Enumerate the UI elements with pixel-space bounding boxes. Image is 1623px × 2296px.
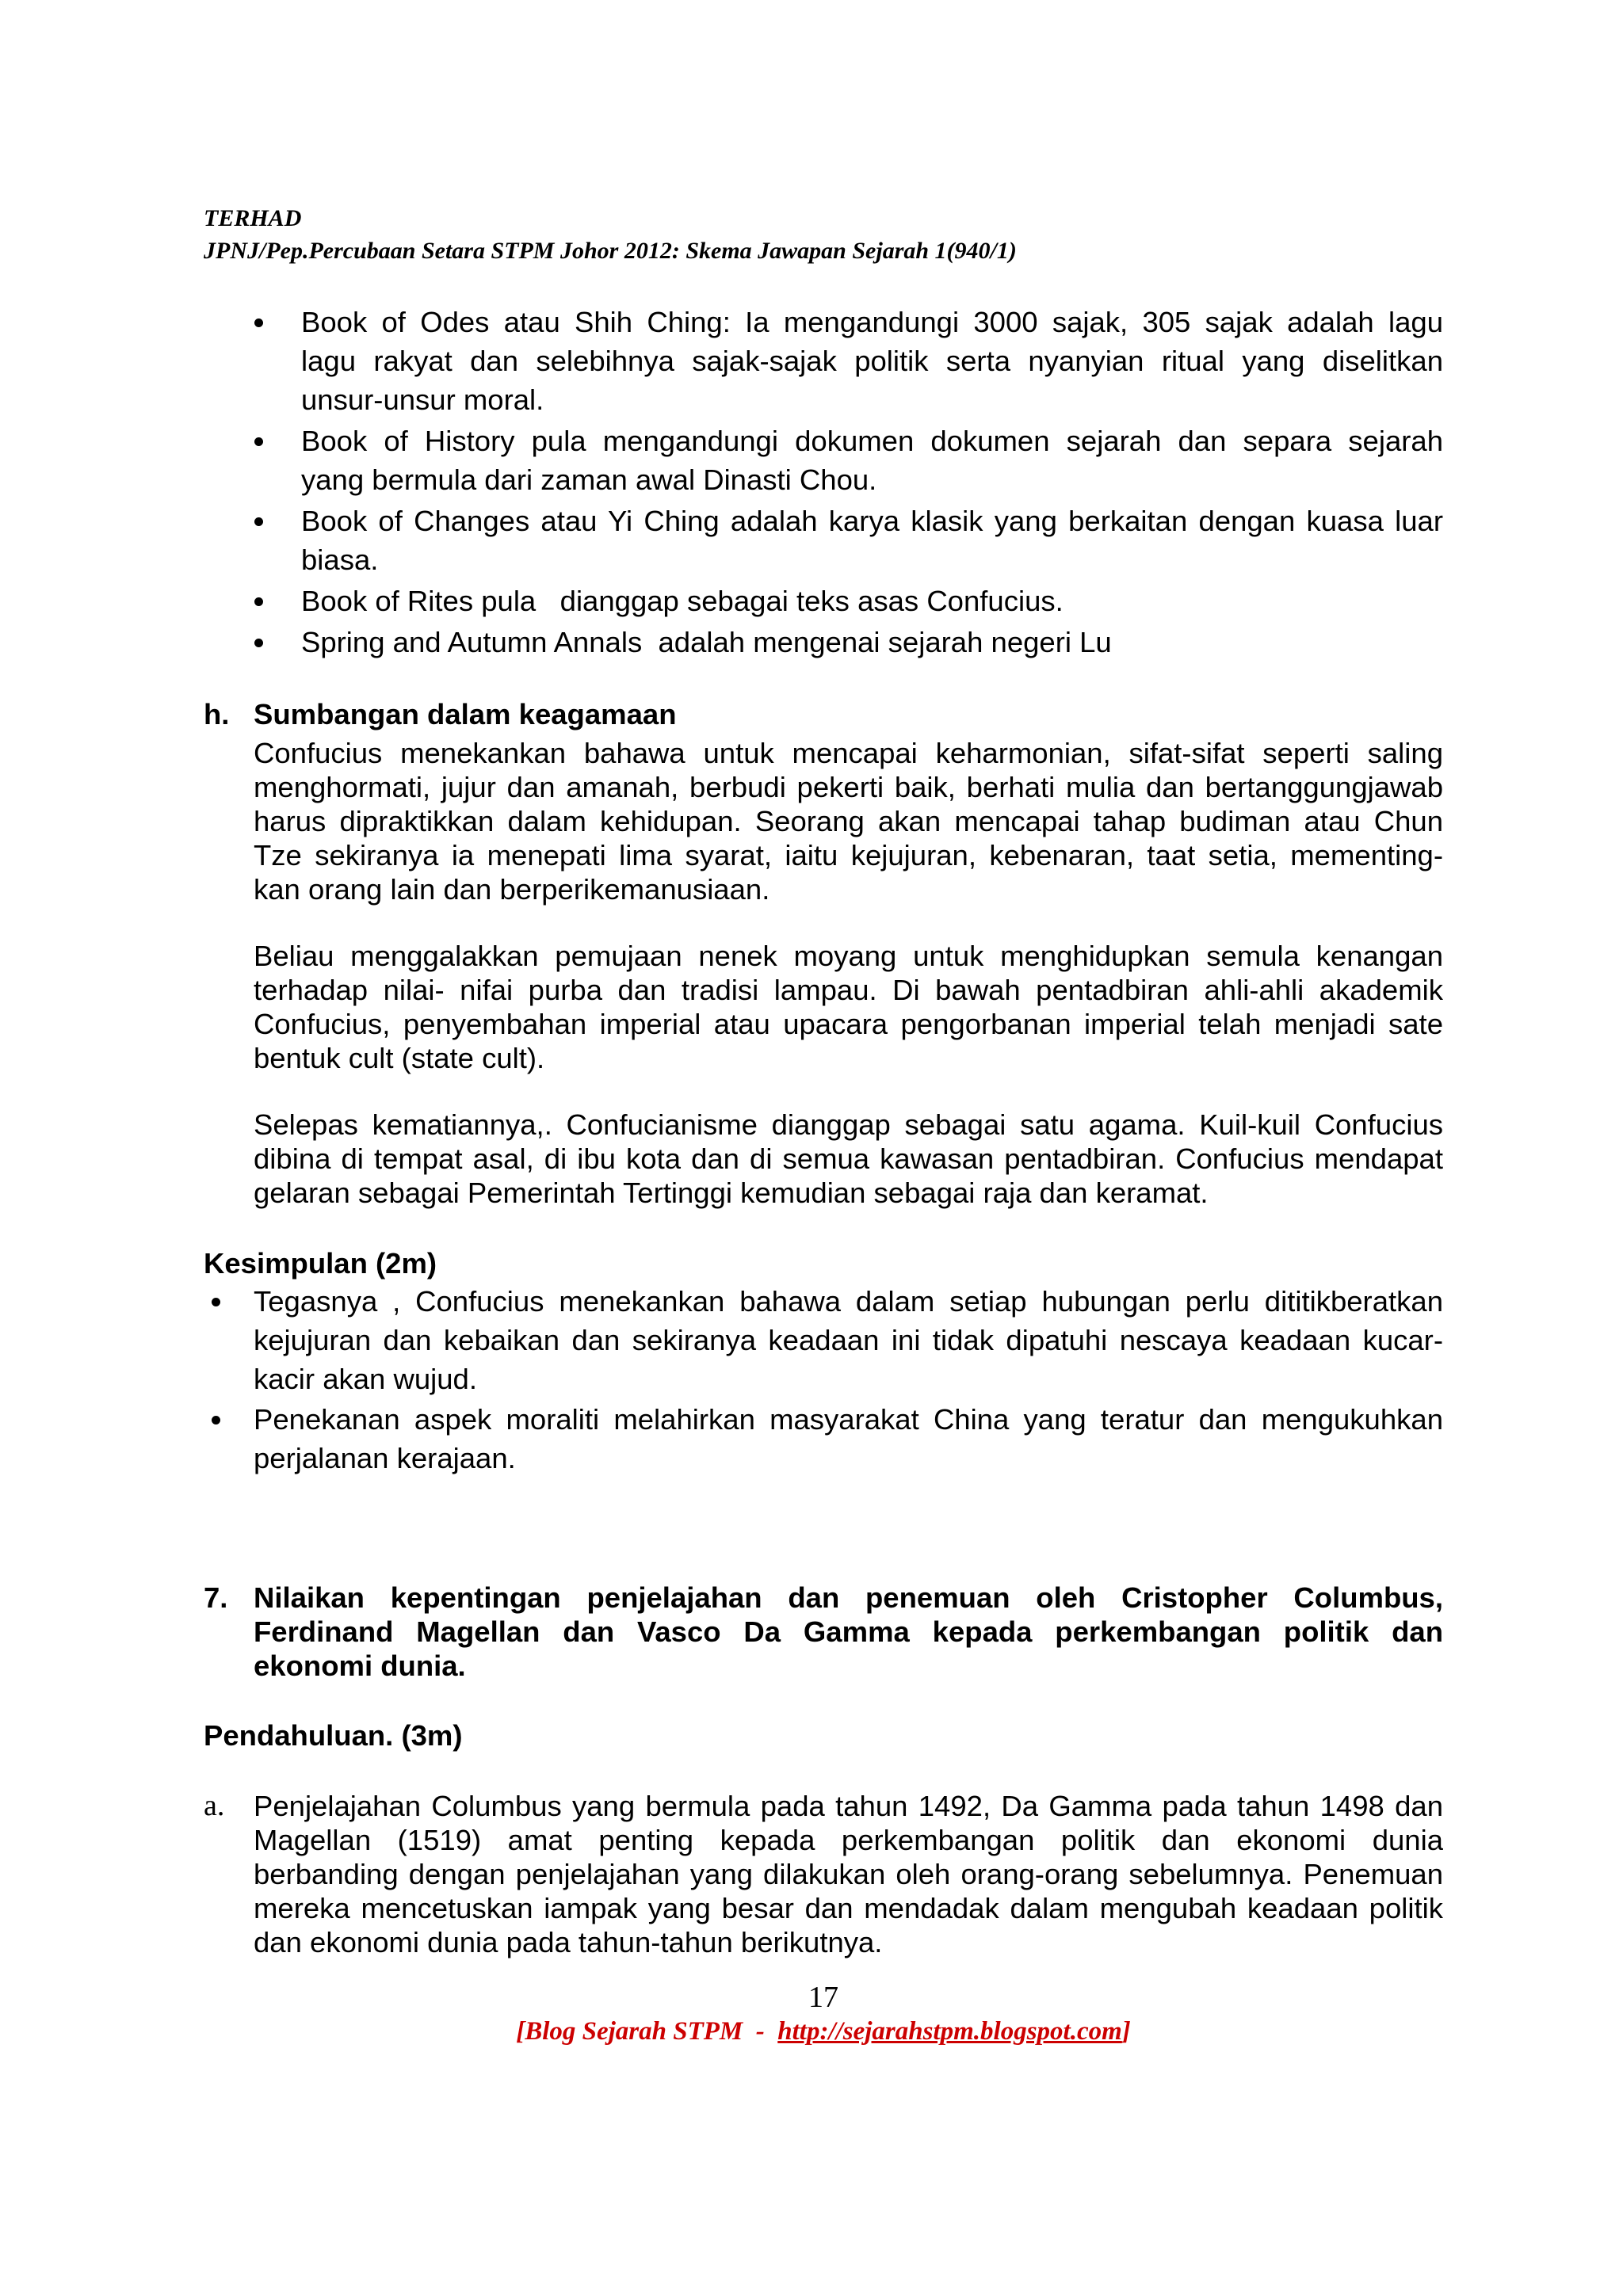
paragraph-line: dibina di tempat asal, di ibu kota dan di semua kawasan pentadbiran. Confucius mendapat bbox=[254, 1142, 1443, 1175]
introduction-item-label: a. bbox=[204, 1789, 225, 1822]
question-line: Nilaikan kepentingan penjelajahan dan penemuan oleh Cristopher Columbus, bbox=[254, 1581, 1443, 1614]
paragraph-line: mereka mencetuskan iampak yang besar dan mendadak dalam mengubah keadaan politik bbox=[254, 1892, 1443, 1924]
list-item bbox=[254, 1400, 1443, 1478]
paragraph-line: bentuk cult (state cult). bbox=[254, 1042, 545, 1074]
section-h-paragraph-2 bbox=[254, 939, 1443, 1075]
bullet-line: Book of Odes atau Shih Ching: Ia mengandungi 3000 sajak, 305 sajak adalah lagu bbox=[301, 306, 1443, 338]
list-item bbox=[301, 582, 1443, 620]
document-header bbox=[204, 202, 1017, 267]
paragraph-line: Beliau menggalakkan pemujaan nenek moyang untuk menghidupkan semula kenangan bbox=[254, 940, 1443, 972]
introduction-title: Pendahuluan. (3m) bbox=[204, 1719, 463, 1752]
paragraph-line: Confucius, penyembahan imperial atau upacara pengorbanan imperial telah menjadi sate bbox=[254, 1008, 1443, 1040]
list-item bbox=[301, 502, 1443, 579]
bullet-line: Penekanan aspek moraliti melahirkan masyarakat China yang teratur dan mengukuhkan bbox=[254, 1403, 1443, 1436]
paragraph-line: Confucius menekankan bahawa untuk mencapai keharmonian, sifat-sifat seperti saling bbox=[254, 737, 1443, 769]
paragraph-line: Selepas kematiannya,. Confucianisme dianggap sebagai satu agama. Kuil-kuil Confucius bbox=[254, 1108, 1443, 1141]
bullet-icon bbox=[254, 318, 263, 327]
paragraph-line: terhadap nilai- nifai purba dan tradisi lampau. Di bawah pentadbiran ahli-ahli akademik bbox=[254, 974, 1443, 1006]
classics-list bbox=[301, 303, 1443, 662]
list-item bbox=[301, 303, 1443, 419]
paragraph-line: Tze sekiranya ia menepati lima syarat, iaitu kejujuran, kebenaran, taat setia, mementing- bbox=[254, 839, 1443, 871]
bullet-line: unsur-unsur moral. bbox=[301, 383, 544, 416]
bullet-line: lagu rakyat dan selebihnya sajak-sajak politik serta nyanyian ritual yang diselitkan bbox=[301, 345, 1443, 377]
question-line: ekonomi dunia. bbox=[254, 1650, 466, 1682]
bullet-line: Book of History pula mengandungi dokumen dokumen sejarah dan separa sejarah bbox=[301, 425, 1443, 457]
bullet-icon bbox=[212, 1416, 220, 1425]
bullet-line: kacir akan wujud. bbox=[254, 1363, 478, 1395]
bullet-line: yang bermula dari zaman awal Dinasti Chou. bbox=[301, 463, 877, 496]
bullet-icon bbox=[254, 597, 263, 606]
bullet-line: perjalanan kerajaan. bbox=[254, 1442, 516, 1474]
classification-label: TERHAD bbox=[204, 205, 302, 231]
bullet-line: kejujuran dan kebaikan dan sekiranya keadaan ini tidak dipatuhi nescaya keadaan kucar- bbox=[254, 1324, 1443, 1356]
bullet-line: Book of Changes atau Yi Ching adalah karya klasik yang berkaitan dengan kuasa luar bbox=[301, 505, 1443, 537]
conclusion-list bbox=[254, 1282, 1443, 1478]
section-h-label: h. bbox=[204, 698, 230, 730]
paragraph-line: Magellan (1519) amat penting kepada perkembangan politik dan ekonomi dunia bbox=[254, 1824, 1443, 1856]
introduction-paragraph bbox=[254, 1789, 1443, 1959]
section-h-paragraph-3 bbox=[254, 1108, 1443, 1210]
section-h-title: Sumbangan dalam keagamaan bbox=[254, 698, 677, 730]
page-number: 17 bbox=[808, 1981, 838, 2014]
question-7-number: 7. bbox=[204, 1581, 228, 1614]
bullet-icon bbox=[254, 639, 263, 647]
bullet-line: Tegasnya , Confucius menekankan bahawa dalam setiap hubungan perlu dititikberatkan bbox=[254, 1285, 1443, 1318]
section-h-paragraph-1 bbox=[254, 736, 1443, 906]
footer-blog-suffix: ] bbox=[1121, 2017, 1131, 2046]
paragraph-line: dan ekonomi dunia pada tahun-tahun berikutnya. bbox=[254, 1926, 883, 1958]
question-line: Ferdinand Magellan dan Vasco Da Gamma kepada perkembangan politik dan bbox=[254, 1615, 1443, 1648]
bullet-icon bbox=[212, 1298, 220, 1306]
footer-blog-link[interactable]: http://sejarahstpm.blogspot.com bbox=[777, 2017, 1122, 2046]
paragraph-line: kan orang lain dan berperikemanusiaan. bbox=[254, 873, 770, 906]
list-item bbox=[301, 421, 1443, 499]
paragraph-line: harus dipraktikkan dalam kehidupan. Seorang akan mencapai tahap budiman atau Chun bbox=[254, 805, 1443, 837]
paragraph-line: berbanding dengan penjelajahan yang dilakukan oleh orang-orang sebelumnya. Penemuan bbox=[254, 1858, 1443, 1890]
paragraph-line: gelaran sebagai Pemerintah Tertinggi kemudian sebagai raja dan keramat. bbox=[254, 1177, 1209, 1209]
list-item bbox=[301, 623, 1443, 662]
bullet-icon bbox=[254, 517, 263, 526]
question-7-text bbox=[254, 1581, 1443, 1683]
page-footer bbox=[204, 2016, 1443, 2047]
paragraph-line: menghormati, jujur dan amanah, berbudi pekerti baik, berhati mulia dan bertanggungjawab bbox=[254, 771, 1443, 803]
document-subtitle: JPNJ/Pep.Percubaan Setara STPM Johor 2012: Skema Jawapan Sejarah 1(940/1) bbox=[204, 238, 1017, 264]
bullet-line: Book of Rites pula dianggap sebagai teks asas Confucius. bbox=[301, 585, 1064, 617]
footer-blog-prefix: [Blog Sejarah STPM - bbox=[516, 2017, 778, 2046]
conclusion-title: Kesimpulan (2m) bbox=[204, 1247, 437, 1280]
paragraph-line: Penjelajahan Columbus yang bermula pada tahun 1492, Da Gamma pada tahun 1498 dan bbox=[254, 1790, 1443, 1822]
list-item bbox=[254, 1282, 1443, 1398]
bullet-line: Spring and Autumn Annals adalah mengenai sejarah negeri Lu bbox=[301, 626, 1112, 658]
bullet-line: biasa. bbox=[301, 543, 379, 576]
bullet-icon bbox=[254, 437, 263, 446]
